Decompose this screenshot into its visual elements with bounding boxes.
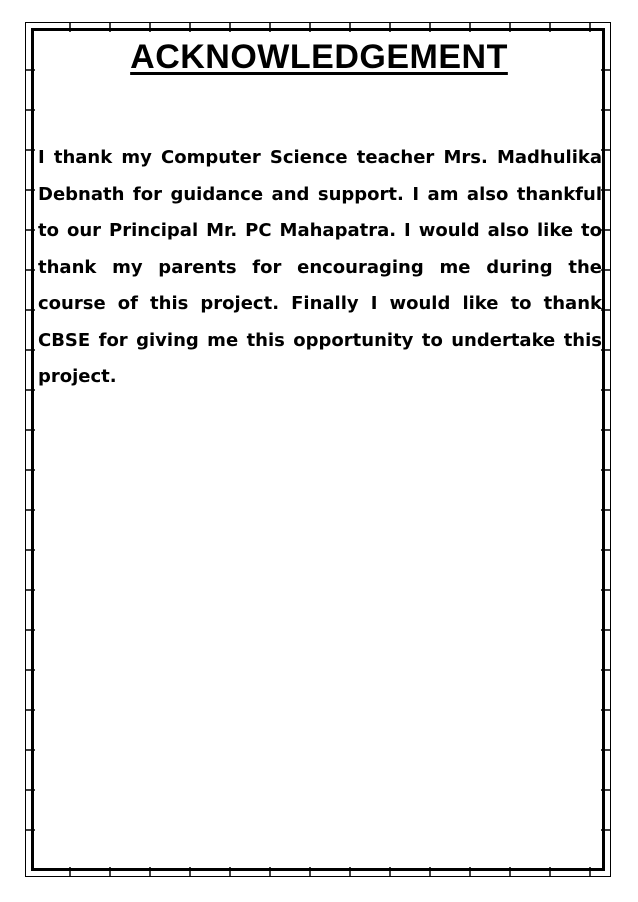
acknowledgement-paragraph: I thank my Computer Science teacher Mrs. Madhulika Debnath for guidance and support. I am also thankful to our Principal Mr. PC Mahapatra. I would also like to thank my parents for encouraging me during the course of this project. Finally I would like to thank CBSE for giving me this opportunity to undertake this project. xyxy=(38,147,602,387)
page-title xyxy=(0,38,638,77)
page-title-text: ACKNOWLEDGEMENT xyxy=(130,38,508,76)
